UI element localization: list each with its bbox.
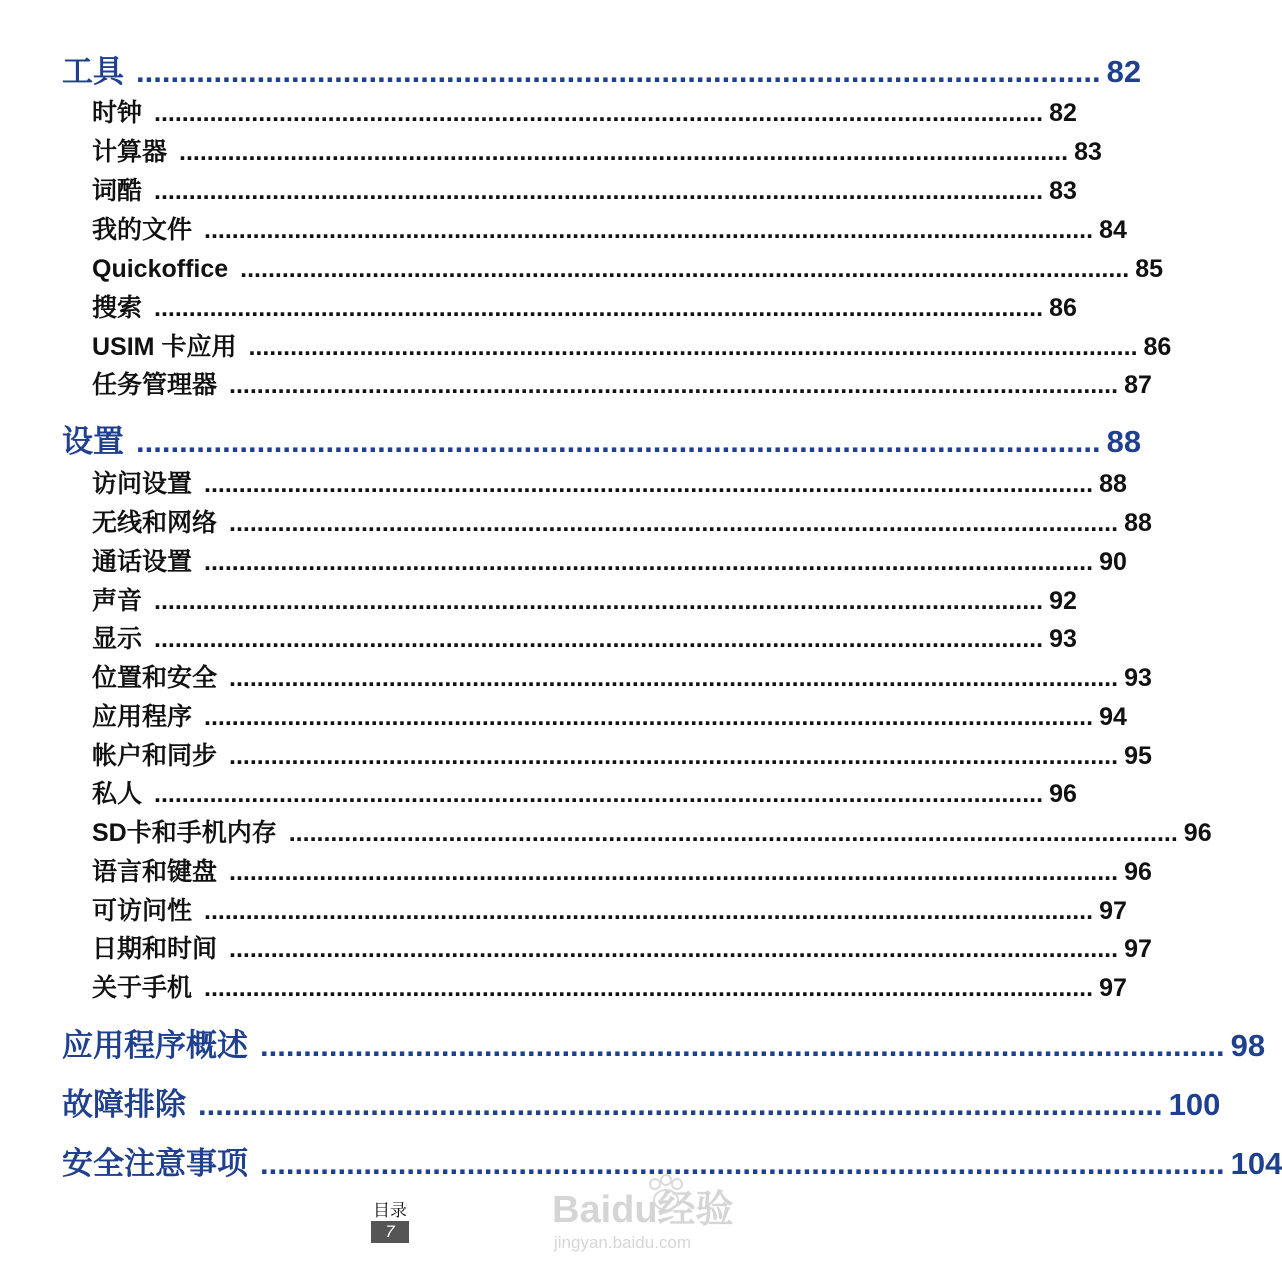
- leader-dots: ................................................................................................................................: [204, 216, 1094, 244]
- page-number-badge: 7: [371, 1221, 409, 1243]
- toc-item-label: 可访问性: [92, 897, 193, 925]
- toc-item-page: 96: [1183, 819, 1212, 847]
- toc-item-label: 访问设置: [92, 470, 193, 498]
- toc-item-label: 我的文件: [92, 216, 193, 244]
- section-title: 设置: [62, 424, 124, 459]
- leader-dots: ................................................................................................................................: [204, 897, 1094, 925]
- toc-item-label: 时钟: [92, 99, 143, 127]
- leader-dots: ................................................................................................................................: [240, 255, 1130, 283]
- toc-item[interactable]: [92, 661, 1152, 695]
- leader-dots: ................................................................................................................................: [204, 703, 1094, 731]
- toc-item-page: 84: [1099, 216, 1127, 244]
- toc-item-label: 通话设置: [92, 548, 193, 576]
- leader-dots: ................................................................................................................................: [229, 858, 1119, 886]
- toc-item-page: 93: [1049, 625, 1077, 653]
- leader-dots: ................................................................................................................................: [204, 470, 1094, 498]
- section-title: 故障排除: [62, 1087, 186, 1122]
- toc-item-label: Quickoffice: [92, 255, 229, 283]
- toc-item[interactable]: [92, 932, 1152, 966]
- toc-item-label: 语言和键盘: [92, 858, 218, 886]
- toc-item-page: 88: [1099, 470, 1127, 498]
- toc-item[interactable]: [92, 816, 1212, 850]
- section-page: 104: [1230, 1146, 1282, 1181]
- toc-item[interactable]: [92, 467, 1127, 501]
- toc-item[interactable]: [92, 739, 1152, 773]
- toc-item[interactable]: [92, 855, 1152, 889]
- toc-item-page: 92: [1049, 587, 1077, 615]
- leader-dots: ................................................................................................................................: [229, 664, 1119, 692]
- section-page: 98: [1230, 1028, 1266, 1063]
- leader-dots: ................................................................................................................................: [204, 974, 1094, 1002]
- leader-dots: ................................................................................................................................: [248, 333, 1138, 361]
- toc-item-page: 85: [1135, 255, 1164, 283]
- toc-item[interactable]: [92, 174, 1077, 208]
- leader-dots: ................................................................................................................................: [154, 177, 1044, 205]
- toc-section-troubleshooting[interactable]: [62, 1083, 1221, 1127]
- section-title: 工具: [62, 54, 124, 89]
- leader-dots: ................................................................................................................: [198, 1087, 1163, 1122]
- toc-item[interactable]: [92, 252, 1164, 286]
- leader-dots: ................................................................................................................................: [154, 587, 1044, 615]
- toc-section-settings[interactable]: [62, 420, 1142, 464]
- leader-dots: ................................................................................................................................: [154, 294, 1044, 322]
- toc-item[interactable]: [92, 894, 1127, 928]
- toc-item-label: 私人: [92, 780, 143, 808]
- toc-item[interactable]: [92, 971, 1127, 1005]
- leader-dots: ................................................................................................................................: [229, 935, 1119, 963]
- toc-item-page: 96: [1049, 780, 1077, 808]
- toc-item[interactable]: [92, 777, 1077, 811]
- toc-item[interactable]: [92, 506, 1152, 540]
- toc-item-label: USIM 卡应用: [92, 333, 237, 361]
- footer-label: 目录: [373, 1201, 407, 1220]
- toc-item-label: 应用程序: [92, 703, 193, 731]
- section-page: 82: [1106, 54, 1142, 89]
- toc-item-label: 计算器: [92, 138, 168, 166]
- section-page: 88: [1106, 424, 1142, 459]
- toc-item-label: 日期和时间: [92, 935, 218, 963]
- toc-item-page: 86: [1049, 294, 1077, 322]
- toc-item-label: 词酷: [92, 177, 143, 205]
- toc-section-apps-overview[interactable]: [62, 1024, 1266, 1068]
- toc-item-page: 83: [1049, 177, 1077, 205]
- section-title: 应用程序概述: [62, 1028, 248, 1063]
- toc-item[interactable]: [92, 700, 1127, 734]
- toc-item-label: SD卡和手机内存: [92, 819, 277, 847]
- toc-item[interactable]: [92, 96, 1077, 130]
- toc-item[interactable]: [92, 622, 1077, 656]
- toc-item[interactable]: [92, 291, 1077, 325]
- toc-item-page: 83: [1074, 138, 1102, 166]
- toc-item-page: 97: [1099, 974, 1127, 1002]
- toc-item[interactable]: [92, 368, 1152, 402]
- leader-dots: ................................................................................................................................: [154, 625, 1044, 653]
- toc-item-label: 搜索: [92, 294, 143, 322]
- watermark-url: jingyan.baidu.com: [554, 1233, 692, 1252]
- toc-item-label: 关于手机: [92, 974, 193, 1002]
- toc-item-page: 94: [1099, 703, 1127, 731]
- leader-dots: ................................................................................................................................: [229, 509, 1119, 537]
- toc-item-page: 86: [1143, 333, 1172, 361]
- toc-item-page: 88: [1124, 509, 1152, 537]
- watermark-brand: Baidu经验: [552, 1189, 734, 1231]
- leader-dots: ................................................................................................................: [136, 54, 1101, 89]
- leader-dots: ................................................................................................................: [260, 1028, 1225, 1063]
- toc-item[interactable]: [92, 545, 1127, 579]
- toc-item-label: 显示: [92, 625, 143, 653]
- toc-item-label: 帐户和同步: [92, 742, 218, 770]
- leader-dots: ................................................................................................................................: [179, 138, 1069, 166]
- section-title: 安全注意事项: [62, 1146, 248, 1181]
- baidu-watermark-icon: [552, 1170, 752, 1270]
- toc-item-page: 97: [1124, 935, 1152, 963]
- leader-dots: ................................................................................................................................: [204, 548, 1094, 576]
- toc-item[interactable]: [92, 584, 1077, 618]
- toc-item-page: 96: [1124, 858, 1152, 886]
- toc-item-page: 82: [1049, 99, 1077, 127]
- toc-item-page: 87: [1124, 371, 1152, 399]
- leader-dots: ................................................................................................................: [260, 1146, 1225, 1181]
- toc-item-label: 无线和网络: [92, 509, 218, 537]
- leader-dots: ................................................................................................................................: [154, 99, 1044, 127]
- toc-item[interactable]: [92, 330, 1172, 364]
- toc-item[interactable]: [92, 213, 1127, 247]
- leader-dots: ................................................................................................................................: [288, 819, 1178, 847]
- toc-item-label: 任务管理器: [92, 371, 218, 399]
- toc-item-page: 93: [1124, 664, 1152, 692]
- toc-item-label: 声音: [92, 587, 143, 615]
- leader-dots: ................................................................................................................: [136, 424, 1101, 459]
- leader-dots: ................................................................................................................................: [154, 780, 1044, 808]
- leader-dots: ................................................................................................................................: [229, 371, 1119, 399]
- toc-item-label: 位置和安全: [92, 664, 218, 692]
- toc-section-tools[interactable]: [62, 50, 1142, 94]
- toc-item-page: 97: [1099, 897, 1127, 925]
- section-page: 100: [1168, 1087, 1221, 1122]
- toc-item-page: 95: [1124, 742, 1152, 770]
- toc-item[interactable]: [92, 135, 1102, 169]
- toc-item-page: 90: [1099, 548, 1127, 576]
- leader-dots: ................................................................................................................................: [229, 742, 1119, 770]
